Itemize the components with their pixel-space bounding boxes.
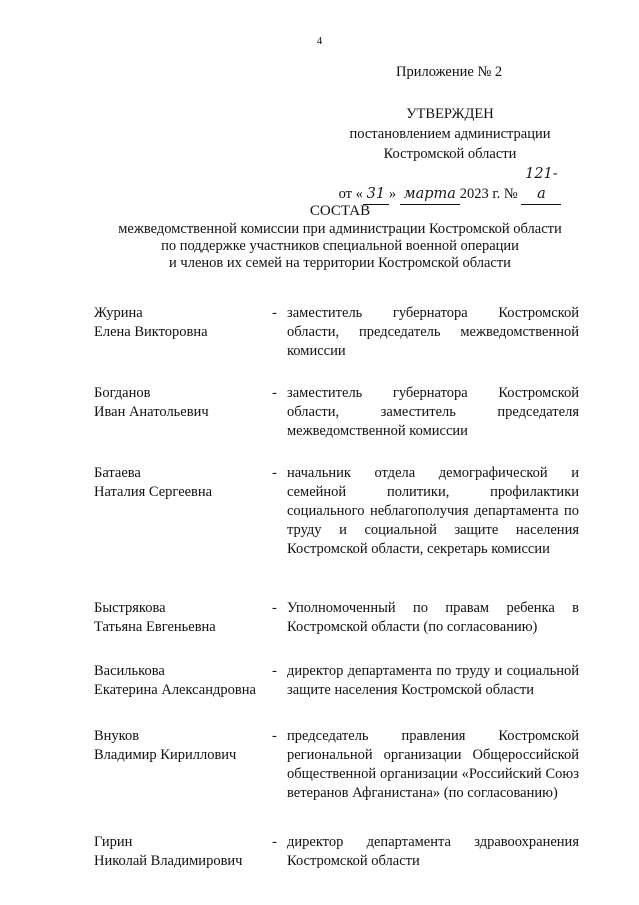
member-row xyxy=(94,727,582,803)
document-heading xyxy=(60,203,620,272)
member-name xyxy=(94,662,272,700)
member-row xyxy=(94,662,582,700)
member-dash: - xyxy=(272,728,277,744)
member-surname: Батаева xyxy=(94,465,141,481)
approval-line-1: постановлением администрации xyxy=(349,126,551,142)
member-role: директор департамента здравоохранения Костромской области xyxy=(287,834,579,869)
member-row xyxy=(94,464,582,559)
member-role: заместитель губернатора Костромской области, заместитель председателя межведомственной комиссии xyxy=(287,385,579,439)
member-dash: - xyxy=(272,305,277,321)
approval-line-2: Костромской области xyxy=(383,146,517,162)
appendix-label: Приложение № 2 xyxy=(396,64,503,80)
handwritten-day: 31 xyxy=(363,184,389,205)
approved-heading: УТВЕРЖДЕН xyxy=(406,106,494,122)
member-role: председатель правления Костромской региональной организации Общероссийской общественной организации «Российский Союз ветеранов Афганистана» (по согласованию) xyxy=(287,728,579,801)
member-given-name: Елена Викторовна xyxy=(94,324,208,340)
page-number: 4 xyxy=(316,35,323,47)
date-prefix: от « xyxy=(338,186,363,202)
member-name xyxy=(94,833,272,871)
member-row xyxy=(94,833,582,871)
member-surname: Богданов xyxy=(94,385,151,401)
member-role: Уполномоченный по правам ребенка в Костромской области (по согласованию) xyxy=(287,600,579,635)
member-role: заместитель губернатора Костромской области, председатель межведомственной комиссии xyxy=(287,305,579,359)
heading-line-1: межведомственной комиссии при администрации Костромской области xyxy=(118,221,562,237)
member-name xyxy=(94,384,272,441)
member-given-name: Татьяна Евгеньевна xyxy=(94,619,216,635)
member-row xyxy=(94,304,582,361)
member-row xyxy=(94,384,582,441)
member-row xyxy=(94,599,582,637)
member-surname: Внуков xyxy=(94,728,140,744)
member-role: начальник отдела демографической и семейной политики, профилактики социального неблагополучия департамента по труду и социальной защите населения Костромской области, секретарь комиссии xyxy=(287,465,579,557)
member-dash: - xyxy=(272,663,277,679)
date-mid: » xyxy=(388,186,397,202)
member-role: директор департамента по труду и социальной защите населения Костромской области xyxy=(287,663,579,698)
commission-roster xyxy=(94,304,582,871)
member-given-name: Наталия Сергеевна xyxy=(94,484,213,500)
approval-block xyxy=(300,104,600,205)
member-surname: Василькова xyxy=(94,663,165,679)
year-text: 2023 г. № xyxy=(459,186,518,202)
handwritten-month: марта xyxy=(400,184,460,205)
heading-line-2: по поддержке участников специальной военной операции xyxy=(161,238,519,254)
member-dash: - xyxy=(272,834,277,850)
member-dash: - xyxy=(272,465,277,481)
member-surname: Быстрякова xyxy=(94,600,166,616)
member-name xyxy=(94,727,272,803)
heading-line-3: и членов их семей на территории Костромской области xyxy=(169,255,511,271)
member-given-name: Николай Владимирович xyxy=(94,853,243,869)
member-given-name: Владимир Кириллович xyxy=(94,747,237,763)
member-name xyxy=(94,304,272,361)
member-surname: Гирин xyxy=(94,834,133,850)
member-dash: - xyxy=(272,385,277,401)
member-surname: Журина xyxy=(94,305,143,321)
approval-date-line xyxy=(300,164,600,205)
member-name xyxy=(94,599,272,637)
handwritten-number: 121-а xyxy=(521,164,561,205)
member-given-name: Екатерина Александровна xyxy=(94,682,256,698)
member-name xyxy=(94,464,272,559)
member-dash: - xyxy=(272,600,277,616)
member-given-name: Иван Анатольевич xyxy=(94,404,209,420)
document-title: СОСТАВ xyxy=(309,203,371,219)
